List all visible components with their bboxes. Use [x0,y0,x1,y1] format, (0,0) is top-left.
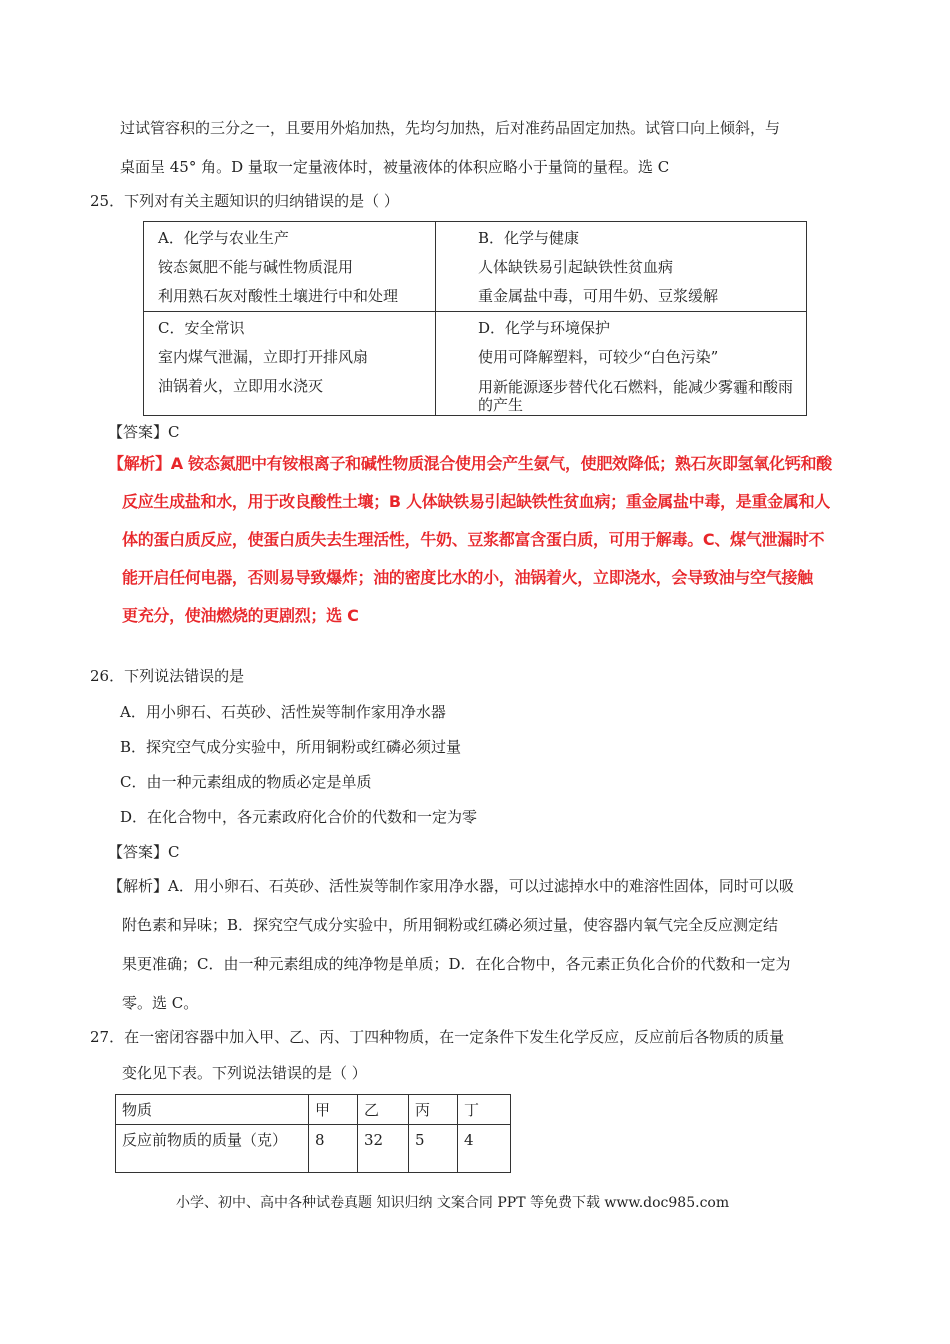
q25-answer: 【答案】C [108,423,180,441]
q27-row1-ding: 4 [458,1125,511,1173]
q27-stem-line-1: 27．在一密闭容器中加入甲、乙、丙、丁四种物质，在一定条件下发生化学反应，反应前后各物质的质量 [90,1028,785,1046]
q27-row1-jia: 8 [309,1125,358,1173]
q25-cell-b-line-1: 人体缺铁易引起缺铁性贫血病 [478,258,674,276]
q27-row1-bing: 5 [409,1125,458,1173]
q26-stem: 26．下列说法错误的是 [90,667,245,685]
q25-analysis-line-2: 反应生成盐和水，用于改良酸性土壤；B 人体缺铁易引起缺铁性贫血病；重金属盐中毒，是重金属和人 [122,492,830,511]
q27-mass-table [115,1094,511,1173]
q26-option-a: A．用小卵石、石英砂、活性炭等制作家用净水器 [120,703,446,721]
q25-cell-a [144,222,436,312]
q26-analysis-line-1: 【解析】A．用小卵石、石英砂、活性炭等制作家用净水器，可以过滤掉水中的难溶性固体，同时可以吸 [108,877,794,895]
q25-stem: 25．下列对有关主题知识的归纳错误的是（ ） [90,192,399,210]
q25-cell-b-title: B．化学与健康 [478,229,580,247]
intro-line-2: 桌面呈 45° 角。D 量取一定量液体时，被量液体的体积应略小于量筒的量程。选 C [120,158,670,176]
q25-cell-d-line-1: 使用可降解塑料，可较少“白色污染” [478,348,719,366]
q26-analysis-line-2: 附色素和异味；B．探究空气成分实验中，所用铜粉或红磷必须过量，使容器内氧气完全反应测定结 [122,916,779,934]
q26-option-b: B．探究空气成分实验中，所用铜粉或红磷必须过量 [120,738,462,756]
q25-cell-b [436,222,807,312]
q25-cell-c-line-1: 室内煤气泄漏，立即打开排风扇 [158,348,369,366]
q26-option-c: C．由一种元素组成的物质必定是单质 [120,773,372,791]
page-footer: 小学、初中、高中各种试卷真题 知识归纳 文案合同 PPT 等免费下载 www.doc985.com [176,1195,730,1211]
q25-cell-d-line-2: 用新能源逐步替代化石燃料，能减少雾霾和酸雨的产生 [478,378,794,414]
q25-cell-a-title: A．化学与农业生产 [158,229,289,247]
q27-header-substance: 物质 [116,1095,309,1125]
q25-cell-c-line-2: 油锅着火，立即用水浇灭 [158,377,324,395]
q25-cell-b-line-2: 重金属盐中毒，可用牛奶、豆浆缓解 [478,287,719,305]
q25-cell-a-line-1: 铵态氮肥不能与碱性物质混用 [158,258,354,276]
q25-cell-a-line-2: 利用熟石灰对酸性土壤进行中和处理 [158,287,399,305]
q27-header-bing: 丙 [409,1095,458,1125]
q25-cell-d [436,312,807,416]
q27-header-yi: 乙 [358,1095,409,1125]
q26-answer: 【答案】C [108,843,180,861]
q25-analysis-line-5: 更充分，使油燃烧的更剧烈；选 C [122,606,359,625]
q27-row1-yi: 32 [358,1125,409,1173]
intro-line-1: 过试管容积的三分之一，且要用外焰加热，先均匀加热，后对准药品固定加热。试管口向上倾斜，与 [120,119,781,137]
q27-header-ding: 丁 [458,1095,511,1125]
q25-cell-c [144,312,436,416]
q27-stem-line-2: 变化见下表。下列说法错误的是（ ） [122,1064,367,1082]
q25-topic-table [143,221,807,416]
q27-row1-label: 反应前物质的质量（克） [116,1125,309,1173]
q26-analysis-line-4: 零。选 C。 [122,994,199,1012]
q26-analysis-line-3: 果更准确；C．由一种元素组成的纯净物是单质；D．在化合物中，各元素正负化合价的代数和一定为 [122,955,791,973]
q25-cell-c-title: C．安全常识 [158,319,245,337]
q25-analysis-line-1: 【解析】A 铵态氮肥中有铵根离子和碱性物质混合使用会产生氨气，使肥效降低；熟石灰即氢氧化钙和酸 [108,454,832,473]
q26-option-d: D．在化合物中，各元素政府化合价的代数和一定为零 [120,808,478,826]
q25-analysis-line-3: 体的蛋白质反应，使蛋白质失去生理活性，牛奶、豆浆都富含蛋白质，可用于解毒。C、煤气泄漏时不 [122,530,825,549]
q25-cell-d-title: D．化学与环境保护 [478,319,611,337]
q25-analysis-line-4: 能开启任何电器，否则易导致爆炸；油的密度比水的小，油锅着火，立即浇水，会导致油与空气接触 [122,568,813,587]
q27-header-jia: 甲 [309,1095,358,1125]
